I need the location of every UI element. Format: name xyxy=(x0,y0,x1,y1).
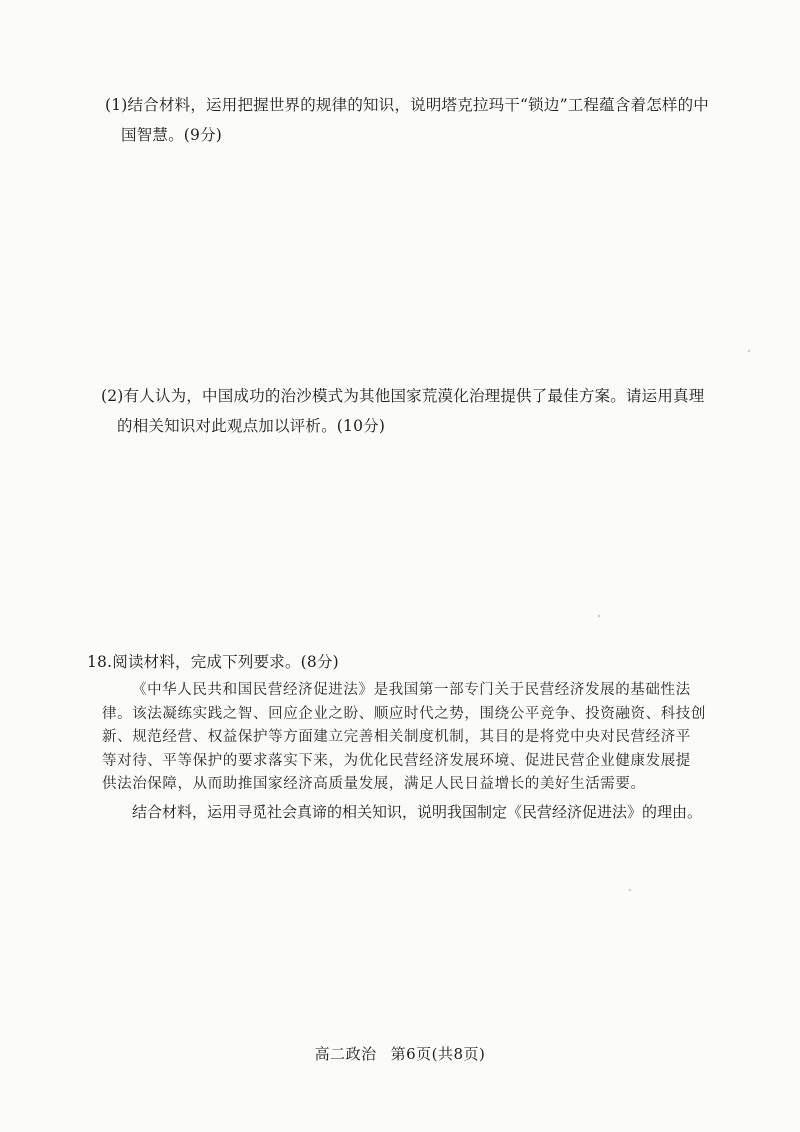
scan-speck xyxy=(629,889,631,891)
footer-page-number: 第6页(共8页) xyxy=(390,1045,486,1063)
question-17-part-2-line-2: 的相关知识对此观点加以评析。(10分) xyxy=(117,417,386,435)
scan-speck xyxy=(748,350,750,352)
question-17-part-2-line-1: (2)有人认为，中国成功的治沙模式为其他国家荒漠化治理提供了最佳方案。请运用真理 xyxy=(101,387,705,405)
question-18 xyxy=(87,648,339,676)
page-footer xyxy=(0,1043,800,1064)
scan-speck xyxy=(598,615,600,617)
material-line-1: 《中华人民共和国民营经济促进法》是我国第一部专门关于民营经济发展的基础性法 xyxy=(132,682,691,698)
material-line-3: 新、规范经营、权益保护等方面建立完善相关制度机制，其目的是将党中央对民营经济平 xyxy=(102,729,691,745)
question-18-header: 18.阅读材料，完成下列要求。(8分) xyxy=(87,653,339,671)
question-17-part-2 xyxy=(101,381,704,441)
question-17-part-1 xyxy=(105,90,709,150)
answer-space-part-1 xyxy=(105,160,725,370)
material-line-5: 供法治保障，从而助推国家经济高质量发展，满足人民日益增长的美好生活需要。 xyxy=(102,776,646,792)
material-line-4: 等对待、平等保护的要求落实下来，为优化民营经济发展环境、促进民营企业健康发展提 xyxy=(102,752,691,769)
material-line-2: 律。该法凝练实践之智、回应企业之盼、顺应时代之势，围绕公平竞争、投资融资、科技创 xyxy=(102,705,706,722)
question-18-task: 结合材料，运用寻觅社会真谛的相关知识，说明我国制定《民营经济促进法》的理由。 xyxy=(132,803,703,821)
footer-subject: 高二政治 xyxy=(314,1045,377,1063)
answer-space-question-18 xyxy=(105,835,725,1025)
question-17-part-1-line-1: (1)结合材料，运用把握世界的规律的知识，说明塔克拉玛干“锁边”工程蕴含着怎样的中 xyxy=(105,96,710,114)
question-17-part-1-line-2: 国智慧。(9分) xyxy=(121,126,223,144)
answer-space-part-2 xyxy=(105,450,725,630)
question-18-material xyxy=(102,679,706,797)
